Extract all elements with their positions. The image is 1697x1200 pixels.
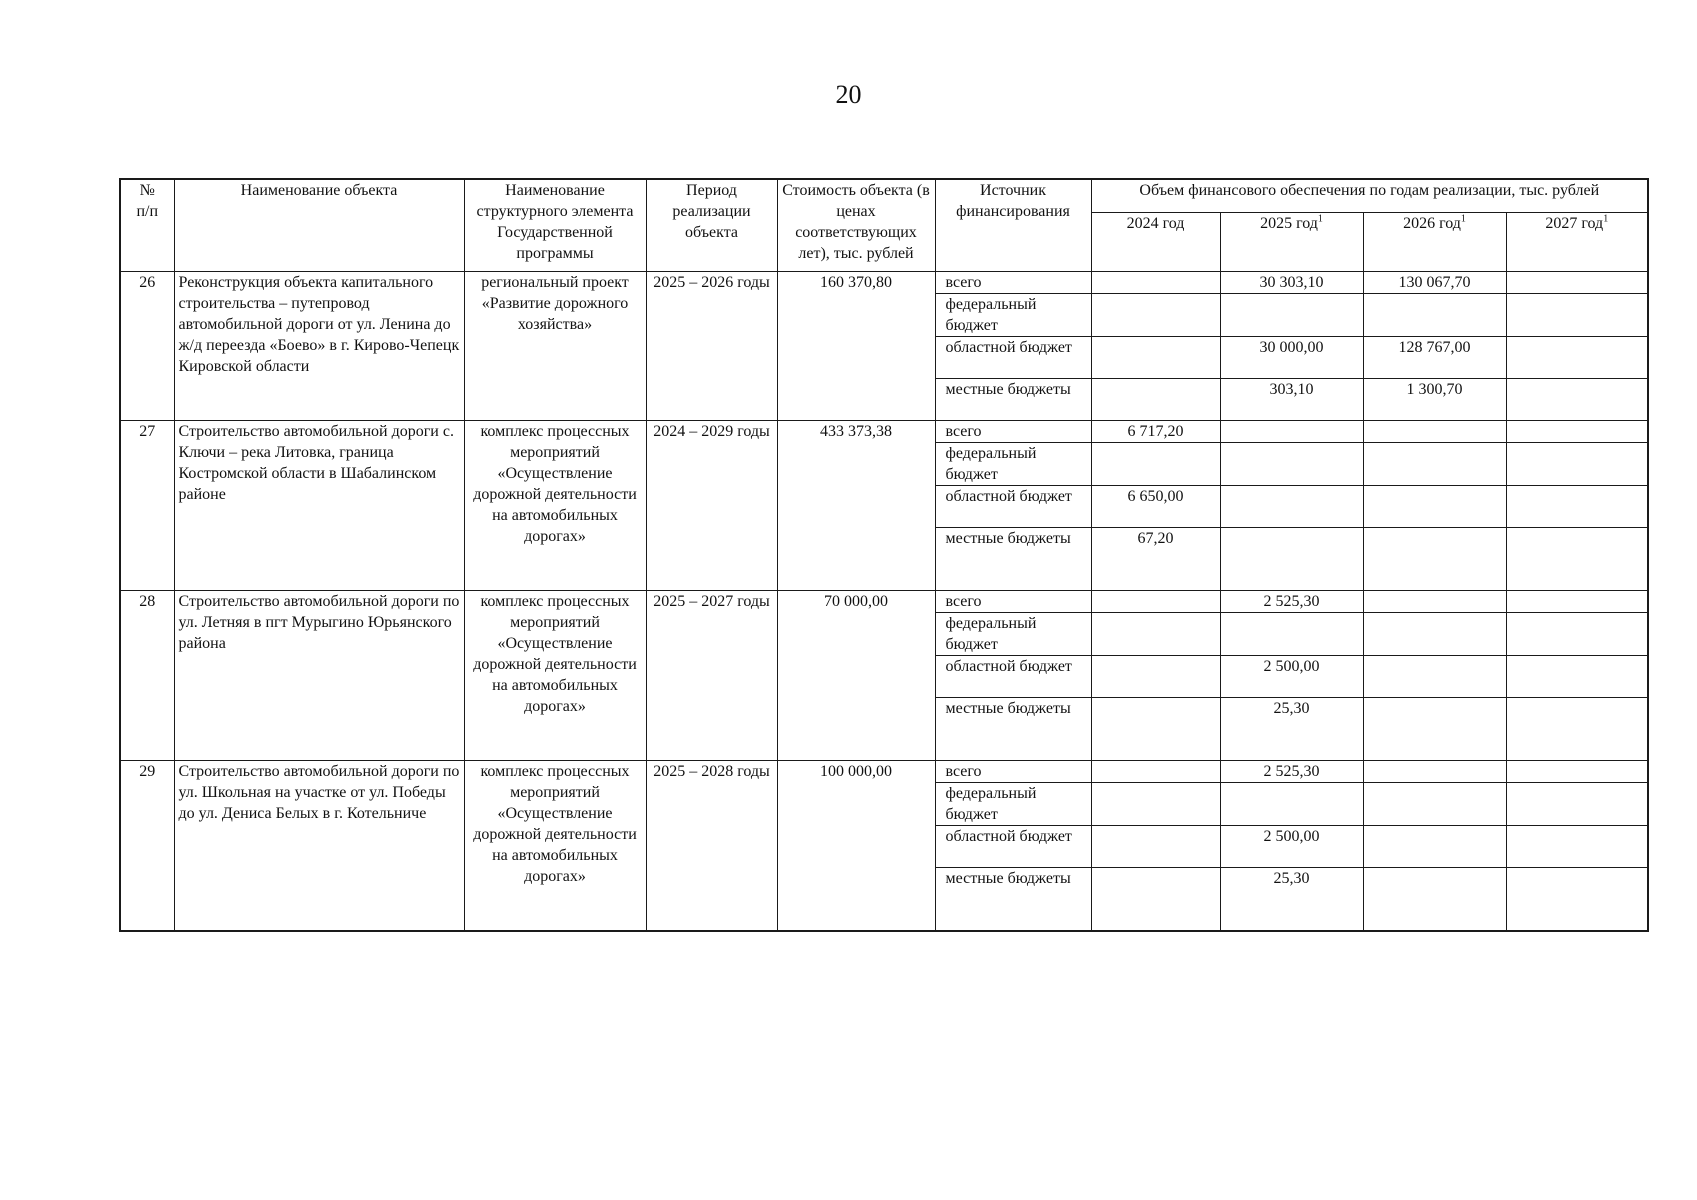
funding-source: областной бюджет <box>935 337 1091 379</box>
year-value: 130 067,70 <box>1363 272 1506 294</box>
header-num: № п/п <box>120 179 174 272</box>
year-value <box>1220 613 1363 656</box>
year-value <box>1506 443 1648 486</box>
year-value: 6 650,00 <box>1091 486 1220 528</box>
object-name: Реконструкция объекта капитального строительства – путепровод автомобильной дороги от ул. Ленина до ж/д переезда «Боево» в г. Кирово-Чепецк Кировской области <box>174 272 464 421</box>
year-value <box>1091 868 1220 931</box>
year-value <box>1363 528 1506 591</box>
cost: 100 000,00 <box>777 761 935 931</box>
year-value <box>1506 761 1648 783</box>
table-row <box>120 272 1648 294</box>
row-number: 27 <box>120 421 174 591</box>
funding-source: областной бюджет <box>935 656 1091 698</box>
cost: 160 370,80 <box>777 272 935 421</box>
period: 2025 – 2027 годы <box>646 591 777 761</box>
year-value <box>1363 421 1506 443</box>
year-value: 30 303,10 <box>1220 272 1363 294</box>
year-value <box>1091 656 1220 698</box>
period: 2025 – 2028 годы <box>646 761 777 931</box>
year-value: 25,30 <box>1220 698 1363 761</box>
year-value <box>1363 783 1506 826</box>
object-name: Строительство автомобильной дороги по ул. Летняя в пгт Мурыгино Юрьянского района <box>174 591 464 761</box>
year-value <box>1220 528 1363 591</box>
year-value <box>1220 421 1363 443</box>
year-value <box>1363 868 1506 931</box>
year-value <box>1363 443 1506 486</box>
period: 2025 – 2026 годы <box>646 272 777 421</box>
year-value <box>1363 294 1506 337</box>
year-value <box>1363 656 1506 698</box>
row-number: 28 <box>120 591 174 761</box>
year-value: 2 500,00 <box>1220 826 1363 868</box>
year-value <box>1220 486 1363 528</box>
year-value <box>1091 272 1220 294</box>
structural-element: региональный проект «Развитие дорожного хозяйства» <box>464 272 646 421</box>
funding-source: местные бюджеты <box>935 528 1091 591</box>
year-value <box>1091 826 1220 868</box>
year-value <box>1506 528 1648 591</box>
year-value <box>1363 761 1506 783</box>
row-number: 26 <box>120 272 174 421</box>
funding-source: местные бюджеты <box>935 698 1091 761</box>
year-value <box>1220 443 1363 486</box>
table-row <box>120 761 1648 783</box>
year-value <box>1091 379 1220 421</box>
year-value: 30 000,00 <box>1220 337 1363 379</box>
year-value <box>1363 591 1506 613</box>
table-row <box>120 421 1648 443</box>
header-financing-volume: Объем финансового обеспечения по годам реализации, тыс. рублей <box>1091 179 1648 213</box>
header-period: Период реализации объекта <box>646 179 777 272</box>
structural-element: комплекс процессных мероприятий «Осуществление дорожной деятельности на автомобильных дорогах» <box>464 591 646 761</box>
funding-source: федеральный бюджет <box>935 443 1091 486</box>
funding-source: всего <box>935 591 1091 613</box>
funding-source: федеральный бюджет <box>935 783 1091 826</box>
page-number: 20 <box>835 80 862 109</box>
year-value <box>1506 421 1648 443</box>
year-value: 1 300,70 <box>1363 379 1506 421</box>
structural-element: комплекс процессных мероприятий «Осуществление дорожной деятельности на автомобильных дорогах» <box>464 421 646 591</box>
funding-source: федеральный бюджет <box>935 294 1091 337</box>
year-value <box>1091 761 1220 783</box>
funding-source: местные бюджеты <box>935 379 1091 421</box>
year-value <box>1506 868 1648 931</box>
structural-element: комплекс процессных мероприятий «Осуществление дорожной деятельности на автомобильных дорогах» <box>464 761 646 931</box>
funding-source: всего <box>935 272 1091 294</box>
year-value <box>1506 613 1648 656</box>
year-value <box>1220 294 1363 337</box>
year-value <box>1091 443 1220 486</box>
year-value <box>1506 783 1648 826</box>
object-name: Строительство автомобильной дороги с. Ключи – река Литовка, граница Костромской области в Шабалинском районе <box>174 421 464 591</box>
table-header <box>120 179 1648 272</box>
funding-source: местные бюджеты <box>935 868 1091 931</box>
year-value <box>1091 294 1220 337</box>
cost: 433 373,38 <box>777 421 935 591</box>
period: 2024 – 2029 годы <box>646 421 777 591</box>
table-row <box>120 591 1648 613</box>
year-value: 2 500,00 <box>1220 656 1363 698</box>
year-value <box>1091 698 1220 761</box>
header-year: 2024 год <box>1091 213 1220 272</box>
year-value <box>1363 826 1506 868</box>
header-year: 2026 год$^1$ <box>1363 213 1506 272</box>
funding-source: всего <box>935 421 1091 443</box>
funding-source: федеральный бюджет <box>935 613 1091 656</box>
cost: 70 000,00 <box>777 591 935 761</box>
year-value <box>1091 337 1220 379</box>
header-source: Источник финансирования <box>935 179 1091 272</box>
header-structural-element: Наименование структурного элемента Государственной программы <box>464 179 646 272</box>
year-value: 67,20 <box>1091 528 1220 591</box>
year-value <box>1091 613 1220 656</box>
year-value <box>1506 337 1648 379</box>
year-value <box>1506 656 1648 698</box>
year-value <box>1506 486 1648 528</box>
row-number: 29 <box>120 761 174 931</box>
year-value: 25,30 <box>1220 868 1363 931</box>
header-year: 2027 год$^1$ <box>1506 213 1648 272</box>
header-object-name: Наименование объекта <box>174 179 464 272</box>
year-value <box>1363 486 1506 528</box>
funding-source: всего <box>935 761 1091 783</box>
year-value <box>1363 698 1506 761</box>
year-value <box>1506 272 1648 294</box>
year-value <box>1506 698 1648 761</box>
object-name: Строительство автомобильной дороги по ул. Школьная на участке от ул. Победы до ул. Дениса Белых в г. Котельниче <box>174 761 464 931</box>
funding-source: областной бюджет <box>935 486 1091 528</box>
year-value: 303,10 <box>1220 379 1363 421</box>
year-value <box>1506 826 1648 868</box>
year-value <box>1363 613 1506 656</box>
header-year: 2025 год$^1$ <box>1220 213 1363 272</box>
year-value <box>1506 379 1648 421</box>
year-value <box>1506 591 1648 613</box>
year-value: 6 717,20 <box>1091 421 1220 443</box>
funding-source: областной бюджет <box>935 826 1091 868</box>
header-cost: Стоимость объекта (в ценах соответствующих лет), тыс. рублей <box>777 179 935 272</box>
financing-table <box>119 178 1649 932</box>
year-value: 2 525,30 <box>1220 761 1363 783</box>
year-value <box>1220 783 1363 826</box>
year-value: 2 525,30 <box>1220 591 1363 613</box>
table-body <box>120 272 1648 931</box>
year-value: 128 767,00 <box>1363 337 1506 379</box>
year-value <box>1091 591 1220 613</box>
year-value <box>1506 294 1648 337</box>
year-value <box>1091 783 1220 826</box>
